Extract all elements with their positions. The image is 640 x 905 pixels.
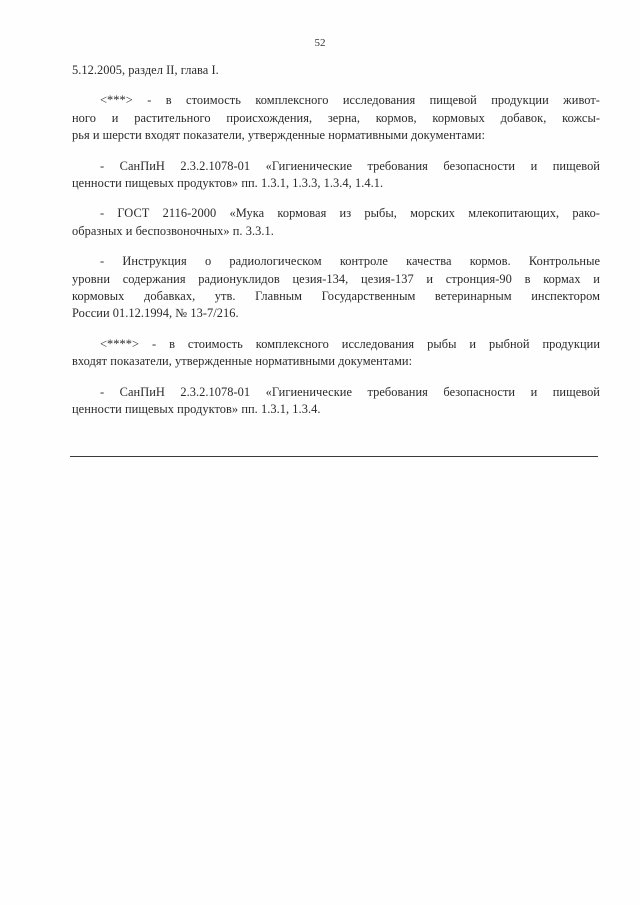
text-line: - СанПиН 2.3.2.1078-01 «Гигиенические требования безопасности и пищевой — [100, 384, 600, 399]
text-line: уровни содержания радионуклидов цезия-134, цезия-137 и стронция-90 в кормах и — [72, 271, 600, 286]
text-line: 5.12.2005, раздел II, глава I. — [72, 63, 219, 77]
text-line: кормовых добавках, утв. Главным Государственным ветеринарным инспектором — [72, 289, 600, 304]
paragraph-sanpin-reference — [72, 158, 600, 193]
paragraph-radiology-instruction — [72, 253, 600, 323]
paragraph-footnote-4-stars — [72, 336, 600, 371]
text-line: <****> - в стоимость комплексного исследования рыбы и рыбной продукции — [100, 336, 600, 351]
paragraph-sanpin-reference-fish — [72, 384, 600, 419]
text-line: образных и беспозвоночных» п. 3.3.1. — [72, 223, 274, 238]
text-line: - Инструкция о радиологическом контроле качества кормов. Контрольные — [100, 254, 600, 269]
text-line: России 01.12.1994, № 13-7/216. — [72, 306, 239, 321]
text-line: рья и шерсти входят показатели, утвержденные нормативными документами: — [72, 128, 485, 143]
page-number: 52 — [314, 37, 326, 49]
text-line: - СанПиН 2.3.2.1078-01 «Гигиенические требования безопасности и пищевой — [100, 158, 600, 173]
paragraph-gost-reference — [72, 205, 600, 240]
horizontal-divider — [70, 456, 598, 457]
text-line: входят показатели, утвержденные нормативными документами: — [72, 354, 413, 369]
paragraph-footnote-3-stars — [72, 92, 600, 144]
text-line: <***> - в стоимость комплексного исследования пищевой продукции живот- — [100, 93, 600, 108]
text-line: - ГОСТ 2116-2000 «Мука кормовая из рыбы, морских млекопитающих, рако- — [100, 206, 600, 221]
text-line: ценности пищевых продуктов» пп. 1.3.1, 1.3.3, 1.3.4, 1.4.1. — [72, 176, 384, 191]
paragraph-section-reference — [72, 62, 600, 79]
text-line: ценности пищевых продуктов» пп. 1.3.1, 1.3.4. — [72, 402, 321, 417]
document-body — [72, 62, 600, 432]
text-line: ного и растительного происхождения, зерна, кормов, кормовых добавок, кожсы- — [72, 110, 600, 125]
